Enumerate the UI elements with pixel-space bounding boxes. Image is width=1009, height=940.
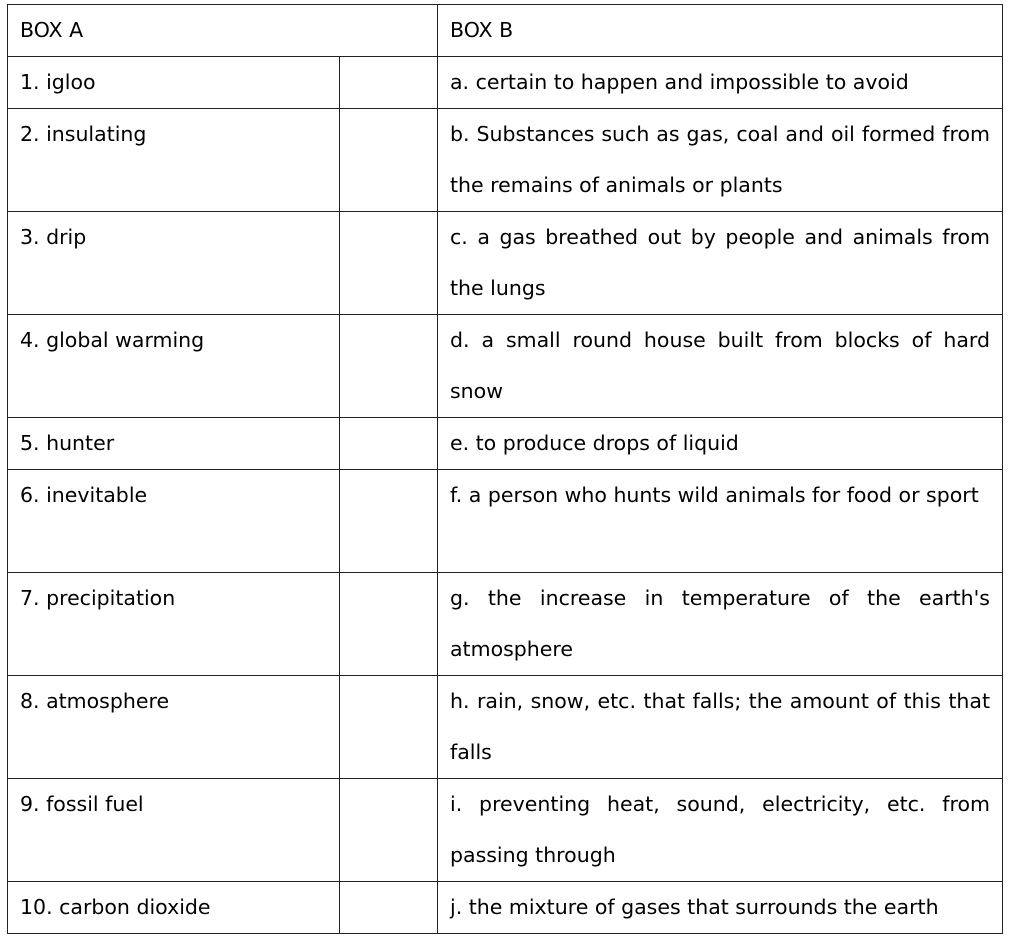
answer-cell[interactable]	[340, 779, 438, 882]
table-row	[8, 418, 1003, 470]
definition-cell: e. to produce drops of liquid	[438, 418, 1003, 470]
table-row	[8, 573, 1003, 676]
table-row	[8, 882, 1003, 934]
definition-cell: i. preventing heat, sound, electricity, etc. from passing through	[438, 779, 1003, 882]
definition-cell: d. a small round house built from blocks of hard snow	[438, 315, 1003, 418]
box-b-header: BOX B	[438, 5, 1003, 57]
definition-cell: f. a person who hunts wild animals for food or sport	[438, 470, 1003, 573]
term-cell: 10. carbon dioxide	[8, 882, 340, 934]
table-row	[8, 315, 1003, 418]
term-cell: 9. fossil fuel	[8, 779, 340, 882]
definition-cell: c. a gas breathed out by people and animals from the lungs	[438, 212, 1003, 315]
term-cell: 6. inevitable	[8, 470, 340, 573]
term-cell: 8. atmosphere	[8, 676, 340, 779]
term-cell: 3. drip	[8, 212, 340, 315]
answer-cell[interactable]	[340, 57, 438, 109]
term-cell: 4. global warming	[8, 315, 340, 418]
definition-cell: a. certain to happen and impossible to avoid	[438, 57, 1003, 109]
term-cell: 1. igloo	[8, 57, 340, 109]
table-row	[8, 470, 1003, 573]
answer-cell[interactable]	[340, 109, 438, 212]
definition-cell: h. rain, snow, etc. that falls; the amount of this that falls	[438, 676, 1003, 779]
definition-cell: b. Substances such as gas, coal and oil formed from the remains of animals or plants	[438, 109, 1003, 212]
answer-cell[interactable]	[340, 212, 438, 315]
term-cell: 2. insulating	[8, 109, 340, 212]
definition-cell: g. the increase in temperature of the earth's atmosphere	[438, 573, 1003, 676]
header-row	[8, 5, 1003, 57]
answer-cell[interactable]	[340, 573, 438, 676]
term-cell: 5. hunter	[8, 418, 340, 470]
box-a-header: BOX A	[8, 5, 438, 57]
table-row	[8, 676, 1003, 779]
table-row	[8, 212, 1003, 315]
term-cell: 7. precipitation	[8, 573, 340, 676]
answer-cell[interactable]	[340, 470, 438, 573]
table-row	[8, 779, 1003, 882]
definition-cell: j. the mixture of gases that surrounds the earth	[438, 882, 1003, 934]
answer-cell[interactable]	[340, 418, 438, 470]
answer-cell[interactable]	[340, 882, 438, 934]
answer-cell[interactable]	[340, 315, 438, 418]
table-row	[8, 57, 1003, 109]
matching-table	[7, 4, 1003, 934]
answer-cell[interactable]	[340, 676, 438, 779]
table-row	[8, 109, 1003, 212]
